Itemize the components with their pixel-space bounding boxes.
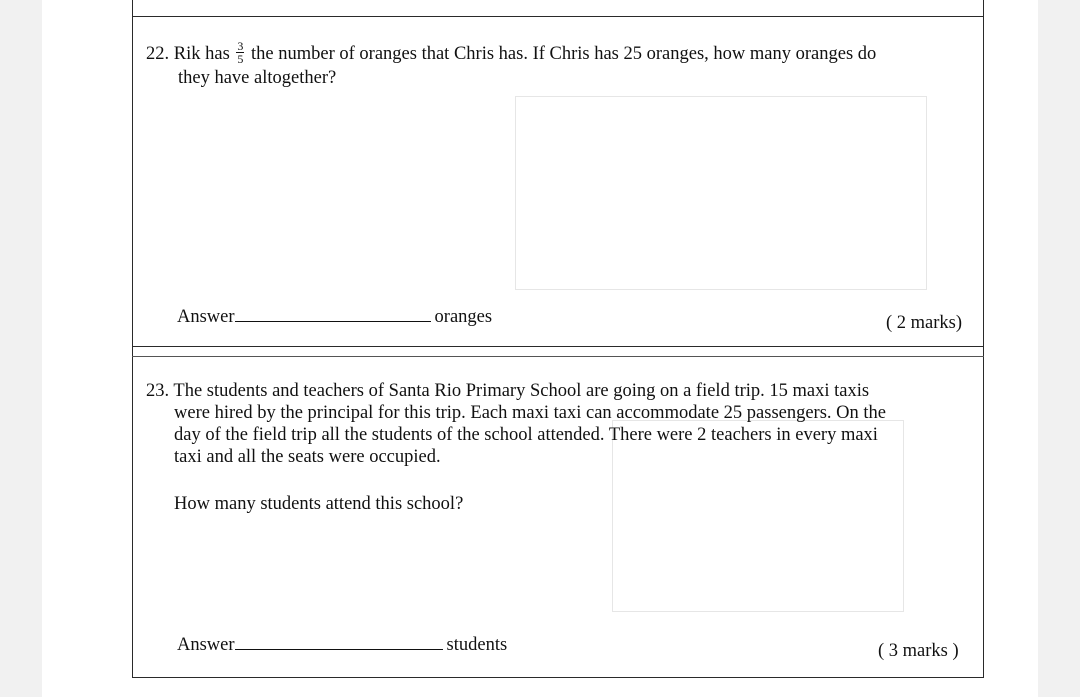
answer-label: Answer bbox=[177, 307, 235, 327]
question-number: 22. bbox=[146, 43, 170, 64]
question-line-3: day of the field trip all the students of the school attended. There were 2 teachers in every maxi bbox=[174, 425, 878, 445]
answer-row-23 bbox=[177, 635, 507, 656]
top-frame-edge bbox=[132, 0, 984, 16]
question-line-2: were hired by the principal for this trip. Each maxi taxi can accommodate 25 passengers. On the bbox=[174, 403, 887, 423]
answer-row-22 bbox=[177, 307, 492, 328]
question-23 bbox=[146, 380, 966, 468]
fraction-three-fifths bbox=[236, 40, 244, 65]
question-23-prompt: How many students attend this school? bbox=[174, 494, 464, 514]
question-divider-inner bbox=[132, 356, 984, 357]
question-line-4: taxi and all the seats were occupied. bbox=[174, 447, 441, 467]
question-text-start: Rik has bbox=[173, 43, 230, 64]
question-text-line2: they have altogether? bbox=[178, 68, 337, 88]
question-text-rest: the number of oranges that Chris has. If Chris has 25 oranges, how many oranges do bbox=[251, 43, 877, 64]
answer-unit: students bbox=[446, 635, 508, 655]
answer-blank-line[interactable] bbox=[235, 320, 431, 322]
marks-23: ( 3 marks ) bbox=[878, 641, 959, 661]
fraction-denominator: 5 bbox=[237, 52, 244, 66]
question-number: 23. bbox=[146, 381, 170, 401]
answer-blank-line[interactable] bbox=[235, 648, 443, 650]
question-frame bbox=[132, 16, 984, 678]
question-line-1: The students and teachers of Santa Rio Primary School are going on a field trip. 15 maxi taxis bbox=[173, 381, 870, 401]
question-22 bbox=[146, 39, 966, 89]
marks-22: ( 2 marks) bbox=[886, 313, 963, 333]
fraction-numerator: 3 bbox=[237, 39, 244, 53]
question-divider bbox=[132, 346, 984, 347]
answer-unit: oranges bbox=[434, 307, 493, 327]
answer-label: Answer bbox=[177, 635, 235, 655]
